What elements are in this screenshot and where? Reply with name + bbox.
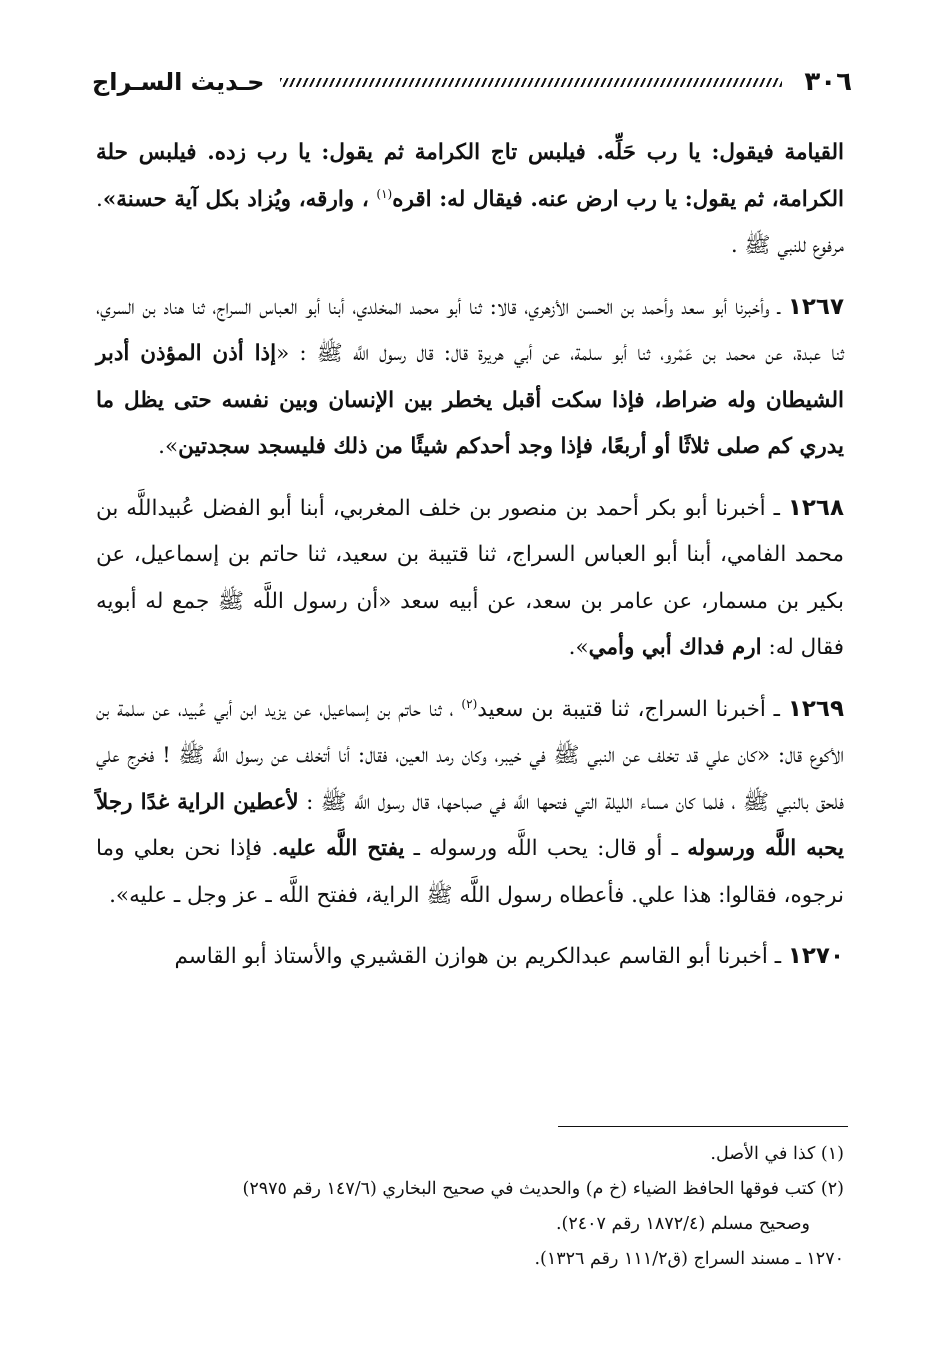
hadith-text: القيامة فيقول: يا رب حَلِّه. فيلبس تاج الكرامة ثم يقول: يا رب زده. فيلبس حلة الكرامة، ثم يقول: يا رب ارض عنه. فيقال له: اقره — [96, 140, 844, 212]
isnad-text: . مرفوع للنبي ﷺ . — [96, 186, 844, 258]
hadith-number: ١٢٦٨ — [787, 494, 844, 521]
footnote-line: (٢) كتب فوقها الحافظ الضياء (خ م) والحديث في صحيح البخاري (١٤٧/٦ رقم ٢٩٧٥) — [242, 1179, 844, 1199]
footnotes — [96, 1137, 844, 1277]
footnote-marker: (٢) — [461, 696, 478, 711]
isnad-text: ـ وأخبرنا أبو سعد وأحمد بن الحسن الأزهري، قالا: ثنا أبو محمد المخلدي، أبنا أبو العباس السراج، ثنا هناد بن السري، ثنا عبدة، عن محمد بن عَمْرو، ثنا أبو سلمة، عن أبي هريرة قال: قال رسول اللَّه ﷺ : « — [96, 294, 844, 366]
hadith-h1268 — [96, 485, 844, 672]
footnote-separator — [558, 1126, 848, 1127]
footnote-line: ١٢٧٠ ـ مسند السراج (ق١١١/٢ رقم ١٣٢٦). — [534, 1249, 844, 1269]
header-ornament-rule — [280, 78, 782, 87]
hadith-text: إذا أذن المؤذن أدبر الشيطان وله ضراط، فإذا سكت أقبل يخطر بين الإنسان وبين نفسه حتى يظل ما يدري كم صلى ثلاثًا أو أربعًا، فإذا وجد أحدكم شيئًا من ذلك فليسجد سجدتين — [96, 341, 844, 459]
isnad-text: ـ أو قال: يحب اللَّه ورسوله ـ — [404, 836, 688, 861]
hadith-text: يفتح اللَّه عليه — [278, 836, 405, 861]
isnad-text: ». — [568, 635, 589, 660]
hadith-h1270 — [96, 933, 844, 981]
hadith-number: ١٢٦٩ — [787, 695, 844, 722]
hadith-text: لأعطين الراية غدًا رجلاً يحبه اللَّه ورسوله — [96, 789, 844, 861]
running-title: حـديث السـراج — [92, 68, 265, 96]
hadith-text: ، وارقه، ويُزاد بكل آية حسنة» — [102, 186, 377, 212]
page-header — [92, 62, 852, 102]
isnad-text: ـ أخبرنا أبو بكر أحمد بن منصور بن خلف المغربي، أبنا أبو الفضل عُبيداللَّه بن محمد الفامي، أبنا أبو العباس السراج، ثنا قتيبة بن سعيد، ثنا حاتم بن إسماعيل، عن بكير بن مسمار، عن عامر بن سعد، عن أبيه سعد «أن رسول اللَّه ﷺ جمع له أبويه فقال له: — [96, 495, 844, 660]
isnad-text: . فإذا نحن بعلي وما نرجوه، فقالوا: هذا علي. فأعطاه رسول اللَّه ﷺ الراية، ففتح اللَّه ـ عز وجل ـ عليه». — [96, 836, 844, 908]
main-text — [96, 130, 844, 995]
hadith-h1269 — [96, 686, 844, 920]
hadith-number: ١٢٧٠ — [787, 943, 844, 969]
isnad-text: ، ثنا حاتم بن إسماعيل، عن يزيد ابن أبي عُبيد، عن سلمة بن الأكوع قال: «كان علي قد تخلف عن النبي ﷺ في خيبر، وكان رمد العين، فقال: أنا أتخلف عن رسول اللَّه ﷺ ! فخرج علي فلحق بالنبي ﷺ ، فلما كان مساء الليلة التي فتحها اللَّه في صباحها، قال رسول اللَّه ﷺ : — [96, 696, 844, 815]
continuation-paragraph — [96, 130, 844, 270]
hadith-text: ارم فداك أبي وأمي — [588, 635, 762, 660]
footnote-line: (١) كذا في الأصل. — [710, 1144, 844, 1164]
footnote-marker: (١) — [376, 186, 393, 201]
isnad-text: ـ أخبرنا أبو القاسم عبدالكريم بن هوازن القشيري والأستاذ أبو القاسم — [174, 944, 788, 969]
isnad-text: ـ أخبرنا السراج، ثنا قتيبة بن سعيد — [477, 696, 788, 722]
isnad-text: ». — [158, 434, 179, 459]
hadith-h1267 — [96, 284, 844, 471]
hadith-number: ١٢٦٧ — [787, 293, 844, 320]
page-number: ٣٠٦ — [804, 67, 852, 97]
footnote-line: وصحيح مسلم (١٨٧٢/٤ رقم ٢٤٠٧). — [555, 1214, 810, 1234]
